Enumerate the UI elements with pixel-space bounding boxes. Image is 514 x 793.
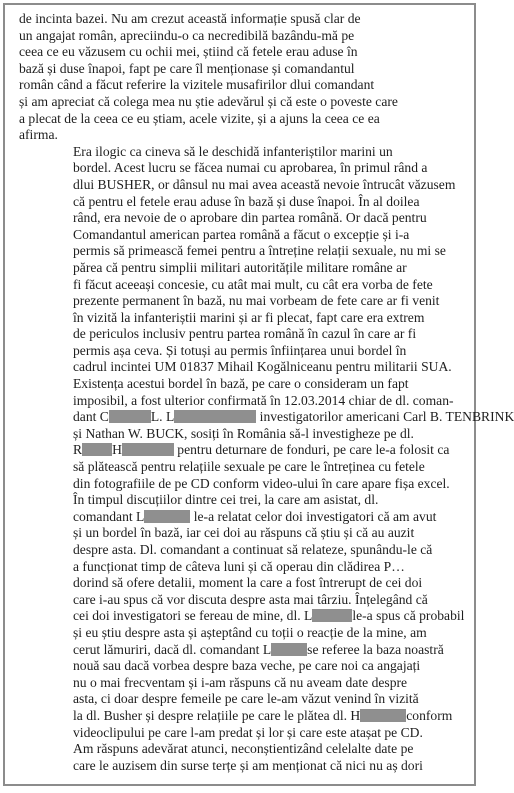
text-line: [19, 409, 514, 426]
text-line: [19, 260, 467, 277]
paragraph: [19, 741, 467, 774]
text-line: [19, 675, 467, 692]
text-segment: român când a făcut referire la vizitele musafirilor dlui comandant: [19, 77, 375, 93]
text-segment: le-a spus că probabil: [352, 608, 465, 624]
text-segment: dorind să ofere detalii, moment la care a fost întrerupt de cei doi: [73, 575, 423, 591]
text-segment: că pentru el fetele erau aduse în bază și duse înapoi. În al doilea: [73, 193, 420, 209]
text-segment: care i-au spus că vor discuta despre asta mai târziu. Înțelegând că: [73, 591, 428, 607]
text-segment: L. L: [150, 409, 175, 425]
text-line: [19, 310, 467, 327]
text-segment: cerut lămuriri, dacă dl. comandant L: [73, 641, 272, 657]
text-segment: dant C: [73, 409, 109, 425]
text-segment: fi făcut aceeași concesie, cu atât mai mult, cu cât era vorba de fete: [73, 276, 433, 292]
text-line: [19, 426, 467, 443]
text-line: [19, 293, 467, 310]
text-segment: la dl. Busher și despre relațiile pe care le plătea dl. H: [73, 707, 361, 723]
text-segment: H: [112, 442, 122, 458]
text-line: [19, 542, 467, 559]
text-line: [19, 11, 467, 28]
text-line: [19, 127, 467, 144]
text-line: [19, 111, 467, 128]
text-segment: pentru deturnare de fonduri, pe care le-a folosit ca: [173, 442, 450, 458]
text-line: [19, 758, 467, 775]
text-line: [19, 625, 467, 642]
text-segment: Am răspuns adevărat atunci, neconștientizând celelalte date pe: [73, 741, 414, 757]
text-line: [19, 94, 467, 111]
text-segment: cei doi investigatori se fereau de mine, dl. L: [73, 608, 313, 624]
text-segment: de incinta bazei. Nu am crezut această informație spusă clar de: [19, 11, 361, 26]
text-line: [19, 194, 467, 211]
redaction-block: [271, 643, 307, 656]
text-segment: permis să primească femei pentru a întreține relații sexuale, nu mi se: [73, 243, 446, 259]
text-line: [19, 227, 467, 244]
text-segment: asta, ci doar despre femeile pe care le-am văzut venind în vizită: [73, 691, 419, 707]
paragraph: [19, 376, 514, 492]
text-line: [19, 592, 467, 609]
text-segment: părea că pentru simplii militari autoritățile militare române ar: [73, 259, 407, 275]
text-line: [19, 359, 467, 376]
text-line: [19, 642, 467, 659]
text-line: [19, 326, 467, 343]
text-line: [19, 658, 467, 675]
text-segment: și am apreciat că colega mea nu știe adevărul și că este o poveste care: [19, 93, 398, 109]
text-line: [19, 708, 467, 725]
text-line: [19, 61, 467, 78]
text-segment: bază și duse înapoi, fapt pe care îl menționase și comandantul: [19, 60, 355, 76]
text-segment: în vizită la infanteriștii marini și ar fi plecat, fapt care era extrem: [73, 309, 425, 325]
text-segment: și Nathan W. BUCK, sosiți în România să-l investigheze pe dl.: [73, 425, 414, 441]
text-line: [19, 525, 467, 542]
text-segment: investigatorilor americani Carl B. TENBRINK: [256, 409, 514, 425]
text-segment: nu o mai frecventam și i-am răspuns că nu aveam date despre: [73, 674, 408, 690]
text-line: [19, 509, 467, 526]
text-line: [19, 277, 467, 294]
redaction-block: [360, 709, 406, 722]
redaction-block: [82, 443, 112, 456]
text-line: [19, 393, 467, 410]
text-line: [19, 575, 467, 592]
text-segment: Existența acestui bordel în bază, pe care o consideram un fapt: [73, 376, 409, 392]
redaction-block: [109, 410, 151, 423]
text-line: [19, 144, 467, 161]
text-line: [19, 442, 467, 459]
text-segment: un angajat român, apreciindu-o ca necredibilă bazându-mă pe: [19, 27, 355, 43]
text-segment: Era ilogic ca cineva să le deschidă infanteriștilor marini un: [73, 143, 393, 159]
text-segment: afirma.: [19, 127, 58, 143]
text-segment: și eu știu despre asta și așteptând cu toții o reacție de la mine, am: [73, 624, 427, 640]
text-line: [19, 243, 467, 260]
redaction-block: [144, 510, 190, 523]
text-segment: le-a relatat celor doi investigatori că am avut: [190, 508, 437, 524]
text-segment: comandant L: [73, 508, 145, 524]
text-segment: R: [73, 442, 83, 458]
text-line: [19, 28, 467, 45]
text-line: [19, 376, 467, 393]
paragraph: [19, 144, 467, 376]
text-line: [19, 77, 467, 94]
text-line: [19, 343, 467, 360]
redaction-block: [174, 410, 256, 423]
text-line: [19, 210, 467, 227]
paragraph: [19, 11, 467, 144]
text-segment: și un bordel în bază, iar cei doi au răspuns că știu și că au auzit: [73, 525, 415, 541]
text-line: [19, 725, 467, 742]
text-line: [19, 177, 467, 194]
text-line: [19, 44, 467, 61]
text-segment: din fotografiile de pe CD conform video-ului în care apare fișa excel.: [73, 475, 450, 491]
text-segment: a plecat de la ceea ce eu știam, acele vizite, și a ajuns la ceea ce ea: [19, 110, 380, 126]
text-line: [19, 459, 467, 476]
document-frame: [3, 3, 514, 786]
text-segment: care le auzisem din surse terțe și am menționat că nici nu aș dori: [73, 757, 423, 773]
text-segment: dlui BUSHER, or dânsul nu mai avea această nevoie întrucât văzusem: [73, 176, 456, 192]
text-line: [19, 160, 467, 177]
text-segment: permis așa ceva. Și totuși au permis înființarea unui bordel în: [73, 342, 407, 358]
text-line: [19, 741, 467, 758]
text-segment: prezente permanent în bază, nu mai vorbeam de fete care ar fi venit: [73, 293, 440, 309]
text-segment: să plătească pentru relațiile sexuale pe care le întreținea cu fetele: [73, 459, 425, 475]
text-segment: de periculos inclusiv pentru partea română în cazul în care ar fi: [73, 326, 417, 342]
text-segment: se referee la baza noastră: [307, 641, 444, 657]
text-line: [19, 492, 467, 509]
paragraph: [19, 492, 467, 741]
text-line: [19, 559, 467, 576]
text-line: [19, 476, 467, 493]
text-line: [19, 608, 467, 625]
text-segment: ceea ce eu văzusem cu ochii mei, știind că fetele erau aduse în: [19, 44, 358, 60]
text-segment: a funcționat timp de câteva luni și că operau din clădirea P…: [73, 558, 405, 574]
text-segment: rând, era nevoie de o aprobare din partea română. Or dacă pentru: [73, 210, 427, 226]
text-line: [19, 691, 467, 708]
text-segment: videoclipului pe care l-am predat și lor și care este atașat pe CD.: [73, 724, 423, 740]
redaction-block: [122, 443, 174, 456]
redaction-block: [312, 609, 352, 622]
text-segment: Comandantul american partea română a făcut o excepție și i-a: [73, 226, 410, 242]
text-segment: cadrul incintei UM 01837 Mihail Kogălniceanu pentru militarii SUA.: [73, 359, 452, 375]
text-segment: imposibil, a fost ulterior confirmată în 12.03.2014 chiar de dl. coman-: [73, 392, 454, 408]
text-segment: despre asta. Dl. comandant a continuat să relateze, spunându-le că: [73, 542, 433, 557]
text-segment: bordel. Acest lucru se făcea numai cu aprobarea, în primul rând a: [73, 160, 428, 176]
text-segment: nouă sau dacă vorbea despre baza veche, pe care noi ca angajați: [73, 658, 421, 674]
text-segment: În timpul discuțiilor dintre cei trei, la care am asistat, dl.: [73, 492, 379, 508]
text-segment: conform: [406, 707, 453, 723]
document-body: [19, 11, 514, 774]
